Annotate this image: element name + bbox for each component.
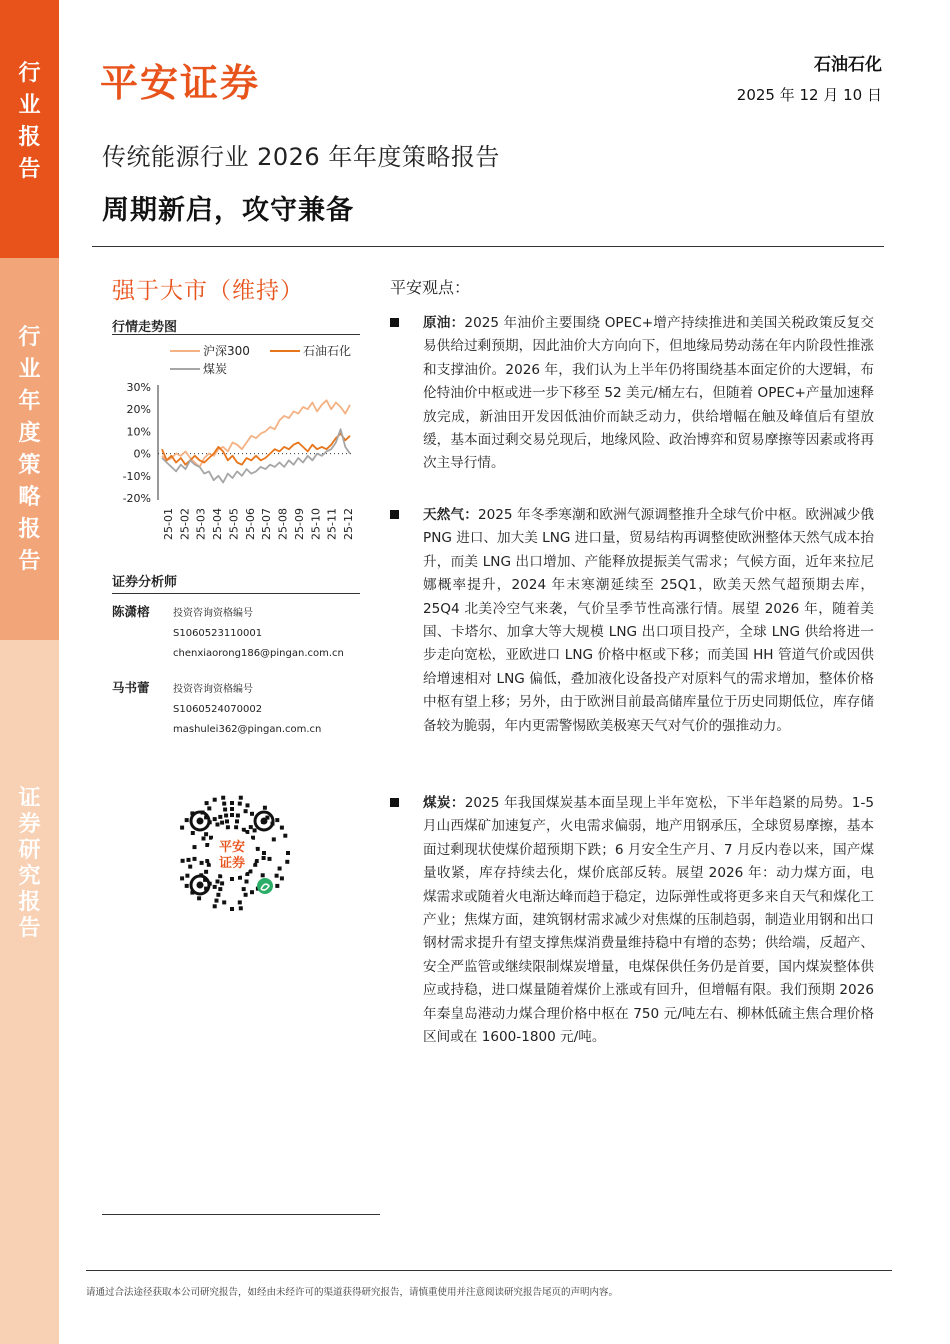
qr-module — [253, 828, 257, 832]
qr-module — [242, 828, 246, 832]
qr-module — [224, 814, 228, 818]
qr-module — [255, 859, 259, 863]
analyst-cert-label: 投资咨询资格编号 — [173, 684, 253, 695]
qr-module — [242, 887, 246, 891]
qr-module — [238, 802, 242, 806]
qr-module — [230, 877, 234, 881]
qr-module — [207, 806, 211, 810]
analyst-divider — [112, 593, 360, 594]
chart-svg — [112, 335, 360, 549]
qr-module — [218, 874, 222, 878]
report-title: 传统能源行业 2026 年年度策略报告 — [102, 143, 500, 171]
side-char: 行 — [18, 61, 41, 86]
qr-module — [180, 826, 184, 830]
qr-module — [249, 825, 253, 829]
market-trend-chart — [112, 334, 360, 548]
qr-module — [283, 834, 287, 838]
qr-module — [218, 815, 222, 819]
qr-module — [246, 803, 250, 807]
paragraph-coal — [390, 792, 874, 1049]
y-tick-label: -10% — [122, 469, 151, 483]
qr-module — [230, 807, 234, 811]
report-date: 2025 年 12 月 10 日 — [736, 86, 882, 104]
qr-module — [191, 831, 195, 835]
qr-module — [275, 884, 279, 888]
qr-module — [225, 819, 229, 823]
x-tick-label: 25-05 — [227, 508, 241, 540]
analyst-email[interactable]: chenxiaorong186@pingan.com.cn — [173, 648, 344, 659]
analyst-email[interactable]: mashulei362@pingan.com.cn — [173, 724, 322, 735]
y-tick-label: 0% — [133, 447, 151, 461]
qr-module — [205, 843, 209, 847]
qr-module — [256, 847, 260, 851]
y-tick-label: 10% — [126, 425, 151, 439]
side-char: 业 — [18, 357, 41, 382]
x-tick-label: 25-03 — [194, 508, 208, 540]
y-tick-label: -20% — [122, 492, 151, 505]
qr-module — [216, 880, 220, 884]
side-char: 业 — [18, 93, 41, 118]
x-tick-label: 25-04 — [211, 508, 225, 540]
qr-module — [236, 814, 240, 818]
square-bullet-icon — [390, 318, 399, 327]
paragraph-label: 天然气： — [423, 507, 478, 523]
qr-module — [245, 872, 249, 876]
qr-module — [261, 873, 265, 877]
side-char: 度 — [18, 421, 41, 446]
qr-module — [272, 837, 276, 841]
x-tick-label: 25-02 — [178, 508, 192, 540]
side-char: 告 — [18, 916, 41, 941]
qr-finder-dot — [197, 818, 204, 825]
qr-module — [230, 907, 234, 911]
qr-module — [239, 906, 243, 910]
side-char: 报 — [18, 890, 41, 915]
side-label-report — [0, 0, 59, 258]
qr-module — [222, 802, 226, 806]
qr-module — [239, 796, 243, 800]
qr-module — [205, 859, 209, 863]
qr-module — [220, 821, 224, 825]
qr-logo-text: 平安 — [218, 840, 246, 855]
mini-program-icon — [257, 878, 273, 894]
footer-divider — [86, 1270, 892, 1271]
qr-module — [234, 825, 238, 829]
x-tick-label: 25-10 — [309, 508, 323, 540]
qr-module — [226, 825, 230, 829]
disclaimer: 请通过合法途径获取本公司研究报告，如经由未经许可的渠道获得研究报告，请慎重使用并注意阅读研究报告尾页的声明内容。 — [86, 1287, 619, 1298]
qr-module — [238, 900, 242, 904]
y-tick-label: 20% — [126, 403, 151, 417]
qr-module — [238, 876, 242, 880]
x-tick-label: 25-12 — [342, 508, 355, 540]
qr-module — [187, 858, 191, 862]
analyst-info — [173, 604, 344, 664]
x-tick-label: 25-09 — [292, 508, 306, 540]
qr-module — [215, 899, 219, 903]
qr-module — [213, 798, 217, 802]
analyst-name: 陈潇榕 — [112, 604, 150, 619]
qr-finder-dot — [261, 818, 268, 825]
qr-module — [188, 865, 192, 869]
side-label-securities-research — [0, 640, 59, 1344]
side-char: 报 — [18, 517, 41, 542]
qr-module — [216, 823, 220, 827]
analyst-cert: S1060523110001 — [173, 628, 263, 639]
qr-module — [250, 890, 254, 894]
qr-module — [185, 818, 189, 822]
side-char: 证 — [18, 786, 41, 811]
side-char: 年 — [18, 389, 41, 414]
footnote-divider — [102, 1214, 380, 1215]
qr-module — [280, 876, 284, 880]
qr-module — [213, 904, 217, 908]
qr-code[interactable] — [172, 793, 292, 913]
qr-module — [185, 884, 189, 888]
paragraph-crude-oil — [390, 312, 874, 476]
qr-module — [202, 837, 206, 841]
qr-module — [262, 851, 266, 855]
analyst-cert: S1060524070002 — [173, 704, 263, 715]
chart-title: 行情走势图 — [112, 320, 178, 335]
qr-module — [275, 818, 279, 822]
header-divider — [92, 246, 884, 247]
qr-module — [245, 880, 249, 884]
side-char: 券 — [18, 812, 41, 837]
qr-module — [222, 900, 226, 904]
x-tick-label: 25-01 — [162, 508, 175, 540]
qr-module — [244, 893, 248, 897]
qr-module — [221, 796, 225, 800]
qr-module — [251, 836, 255, 840]
legend-label: 煤炭 — [203, 362, 228, 376]
paragraph-text — [423, 312, 874, 476]
side-char: 报 — [18, 125, 41, 150]
paragraph-text — [423, 504, 874, 738]
qr-module — [181, 859, 185, 863]
side-char: 研 — [18, 838, 41, 863]
qr-module — [218, 887, 222, 891]
qr-module — [209, 836, 213, 840]
qr-module — [193, 845, 197, 849]
qr-module — [280, 826, 284, 830]
report-subtitle: 周期新启，攻守兼备 — [102, 195, 354, 226]
qr-module — [285, 860, 289, 864]
qr-module — [268, 857, 272, 861]
qr-module — [275, 874, 279, 878]
qr-finder-dot — [197, 882, 204, 889]
paragraph-natural-gas — [390, 504, 874, 738]
qr-module — [263, 806, 267, 810]
qr-module — [216, 893, 220, 897]
side-char: 告 — [18, 157, 41, 182]
analyst-cert-label: 投资咨询资格编号 — [173, 608, 253, 619]
analyst-heading: 证券分析师 — [112, 575, 178, 590]
qr-logo-text: 证券 — [218, 856, 246, 871]
square-bullet-icon — [390, 510, 399, 519]
side-label-annual-strategy — [0, 258, 59, 640]
qr-module — [204, 870, 208, 874]
qr-module — [204, 832, 208, 836]
analyst-name: 马书蕾 — [112, 680, 150, 695]
qr-module — [286, 851, 290, 855]
square-bullet-icon — [390, 798, 399, 807]
paragraph-body: 2025 年油价主要围绕 OPEC+增产持续推进和美国关税政策反复交易供给过剩预期，因此油价大方向向下，但地缘局势动荡在年内阶段性推涨和支撑油价。2026 年，我们认为上半年仍将围绕基本面定价的大逻辑，布伦特油价中枢或进一步下移至 52 美元/桶左右，但随着 OPEC+产量加速释放完成，新油田开发因低油价而缺乏动力，供给增幅在触及峰值后有望放缓，基本面过剩交易兑现后，地缘风险、政治博弈和贸易摩擦等因素或将再次主导行情。 — [423, 315, 874, 472]
qr-module — [235, 819, 239, 823]
pingan-logo — [100, 56, 261, 105]
y-tick-label: 30% — [126, 381, 151, 394]
side-char: 究 — [18, 864, 41, 889]
side-char: 行 — [18, 325, 41, 350]
qr-module — [207, 863, 211, 867]
qr-module — [197, 896, 201, 900]
qr-module — [262, 856, 266, 860]
x-tick-label: 25-08 — [276, 508, 290, 540]
qr-module — [185, 874, 189, 878]
logo-text: 平安证券 — [100, 60, 261, 105]
viewpoint-heading: 平安观点： — [390, 278, 471, 297]
paragraph-label: 原油： — [423, 315, 465, 331]
side-char: 略 — [18, 485, 41, 510]
paragraph-body: 2025 年冬季寒潮和欧洲气源调整推升全球气价中枢。欧洲减少俄 PNG 进口、加大美 LNG 进口量，贸易结构再调整使欧洲整体天然气成本抬升，而美 LNG 出口增加、产能释放提振美气需求；气候方面，近年来拉尼娜概率提升，2024 年末寒潮延续至 25Q1，欧美天然气超预期去库，25Q4 北美冷空气来袭，气价呈季节性高涨行情。展望 2026 年，随着美国、卡塔尔、加拿大等大规模 LNG 出口项目投产，全球 LNG 供给将进一步走向宽松，亚欧进口 LNG 价格中枢或下移；而美国 HH 管道气价或因供给增速相对 LNG 偏低，叠加液化设备投产对原料气的需求增加，整体价格中枢有望上移；另外，由于欧洲目前最高储库量位于历史同期低位，库存储备较为脆弱，年内更需警惕欧美极寒天气对气价的强推动力。 — [423, 507, 875, 734]
qr-module — [230, 813, 234, 817]
qr-module — [223, 808, 227, 812]
paragraph-label: 煤炭： — [423, 795, 465, 811]
side-char: 告 — [18, 549, 41, 574]
qr-module — [213, 817, 217, 821]
x-tick-label: 25-07 — [260, 508, 274, 540]
qr-module — [253, 863, 257, 867]
paragraph-text — [423, 792, 874, 1049]
side-band — [0, 0, 59, 1344]
legend-label: 石油石化 — [303, 344, 352, 358]
side-char: 策 — [18, 453, 41, 478]
qr-module — [244, 809, 248, 813]
sector-label: 石油石化 — [814, 55, 882, 75]
qr-module — [200, 861, 204, 865]
qr-module — [245, 830, 249, 834]
x-tick-label: 25-06 — [243, 508, 257, 540]
qr-module — [213, 885, 217, 889]
qr-module — [278, 867, 282, 871]
analyst-info — [173, 680, 321, 740]
legend-label: 沪深300 — [203, 344, 250, 358]
x-tick-label: 25-11 — [325, 508, 339, 540]
qr-module — [220, 881, 224, 885]
qr-module — [193, 857, 197, 861]
qr-module — [180, 876, 184, 880]
qr-module — [230, 801, 234, 805]
rating: 强于大市（维持） — [112, 278, 304, 304]
paragraph-body: 2025 年我国煤炭基本面呈现上半年宽松，下半年趋紧的局势。1-5 月山西煤矿加速复产，火电需求偏弱，地产用钢承压，全球贸易摩擦，基本面过剩现状使煤价超预期下跌；6 月安全生产月、7 月反内卷以来，国产煤量收紧，库存持续去化，煤价底部反转。展望 2026 年：动力煤方面，电煤需求或随着火电渐达峰而趋于稳定，边际弹性或将更多来自天气和煤化工产业；焦煤方面，建筑钢材需求减少对焦煤的压制趋弱，制造业用钢和出口钢材需求提升有望支撑焦煤消费量维持稳中有增的态势；供给端，反超产、安全严监管或继续限制煤炭增量，电煤保供任务仍是首要，国内煤炭整体供应或持稳，进口煤量随着煤价上涨或有回升，但增幅有限。我们预期 2026 年秦皇岛港动力煤合理价格中枢在 750 元/吨左右、柳林低硫主焦合理价格区间或在 1600-1800 元/吨。 — [423, 795, 875, 1046]
qr-module — [250, 812, 254, 816]
qr-module — [205, 801, 209, 805]
